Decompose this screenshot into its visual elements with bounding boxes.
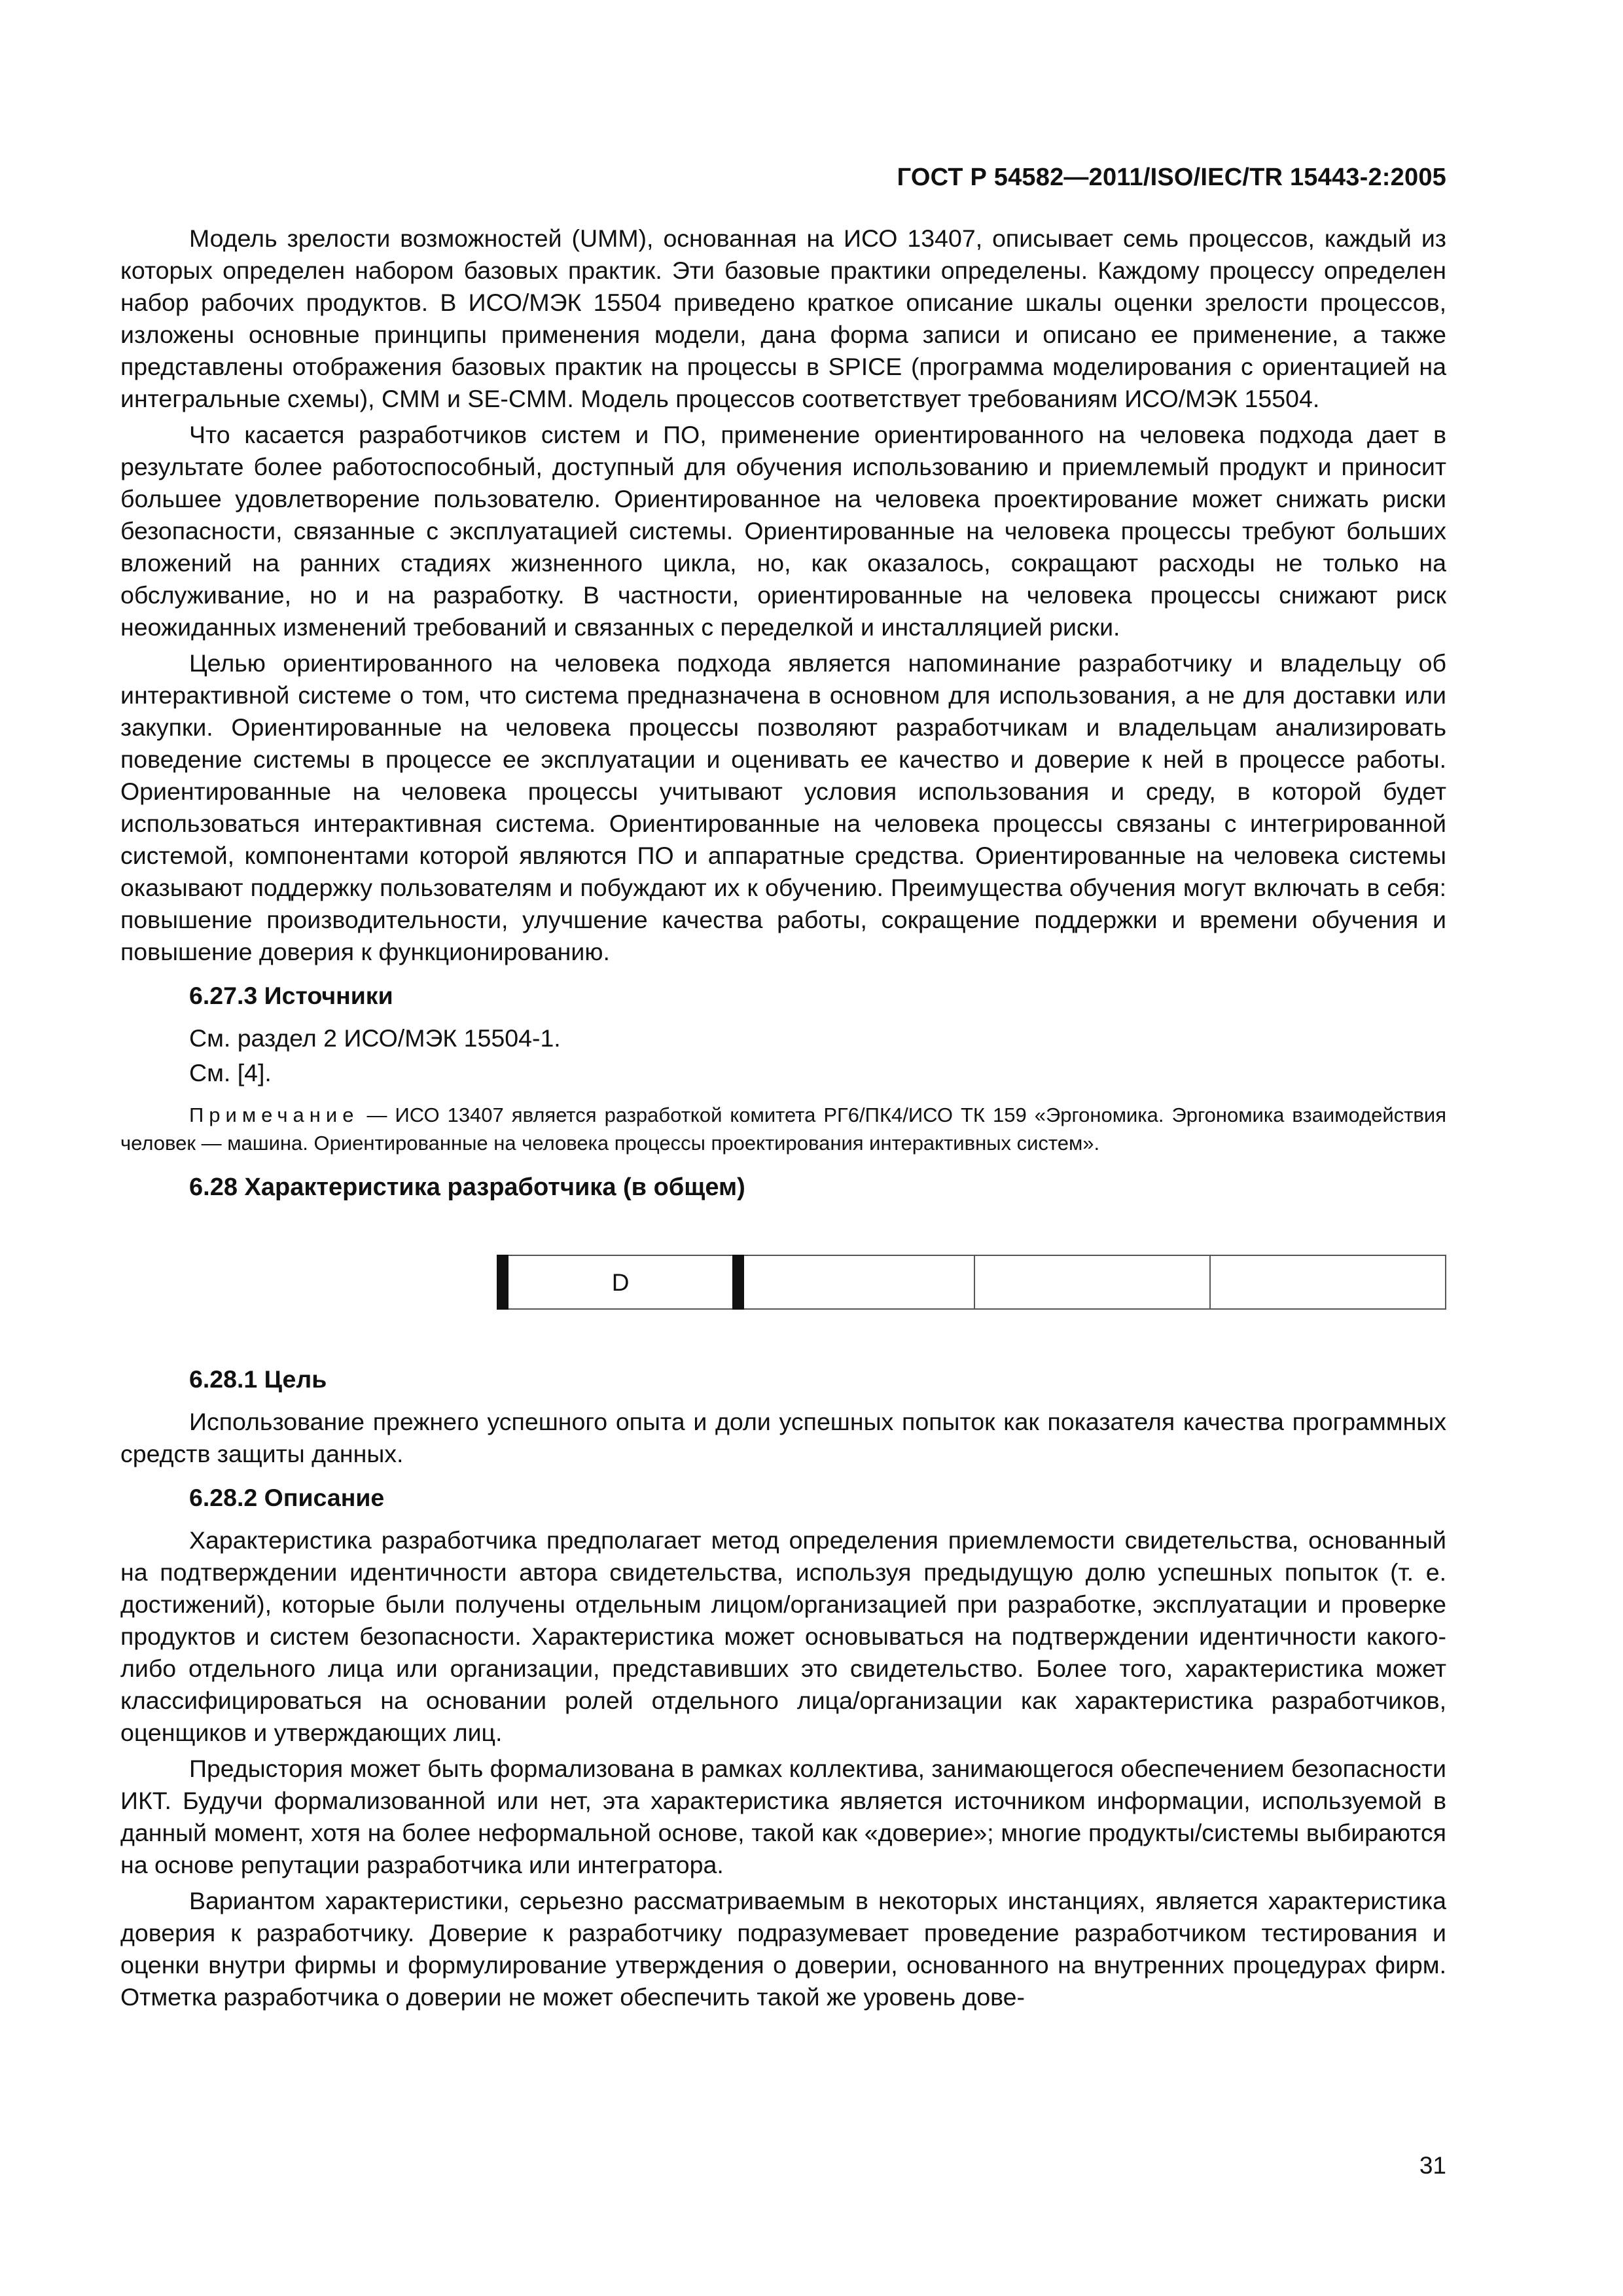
section-heading-6-28-2: 6.28.2 Описание xyxy=(189,1484,385,1511)
document-body xyxy=(120,223,1446,2017)
paragraph-purpose: Целью ориентированного на человека подхода является напоминание разработчику и владельцу об интерактивной системе о том, что система предназначена в основном для использования, а не для доставки или закупки. Ориентированные на человека процессы позволяют разработчикам и владельцам анализировать поведение системы в процессе ее эксплуатации и оценивать ее качество и доверие к ней в процессе работы. Ориентированные на человека процессы учитывают условия использования и среду, в которой будет использоваться интерактивная система. Ориентированные на человека процессы связаны с интегрированной системой, компонентами которой являются ПО и аппаратные средства. Ориентированные на человека системы оказывают поддержку пользователям и побуждают их к обучению. Преимущества обучения могут включать в себя: повышение производительности, улучшение качества работы, сокращение поддержки и времени обучения и повышение доверия к функционированию. xyxy=(120,649,1446,965)
paragraph-developers: Что касается разработчиков систем и ПО, применение ориентированного на человека подхода дает в результате более работоспособный, доступный для обучения использованию и приемлемый продукт и приносит большее удовлетворение пользователю. Ориентированное на человека проектирование может снижать риски безопасности, связанные с эксплуатацией системы. Ориентированные на человека процессы требуют больших вложений на ранних стадиях жизненного цикла, но, как оказалось, сокращают расходы не только на обслуживание, но и на разработку. В частности, ориентированные на человека процессы снижают риск неожиданных изменений требований и связанных с переделкой и инсталляцией риски. xyxy=(120,421,1446,641)
note-label: Примечание xyxy=(189,1103,359,1126)
paragraph-umm: Модель зрелости возможностей (UMM), основанная на ИСО 13407, описывает семь процессов, каждый из которых определен набором базовых практик. Эти базовые практики определены. Каждому процессу определен набор рабочих продуктов. В ИСО/МЭК 15504 приведено краткое описание шкалы оценки зрелости процессов, изложены основные принципы применения модели, дана форма записи и описано ее применение, а также представлены отображения базовых практик на процессы в SPICE (программа моделирования с ориентацией на интегральные схемы), CMM и SE-CMM. Модель процессов соответствует требованиям ИСО/МЭК 15504. xyxy=(120,224,1446,412)
table-row xyxy=(503,1255,1446,1309)
assurance-class-table xyxy=(497,1255,1446,1310)
section-heading-6-27-3: 6.27.3 Источники xyxy=(189,982,393,1009)
table-cell-3 xyxy=(974,1255,1210,1309)
note-paragraph xyxy=(120,1101,1446,1157)
section-heading-6-28: 6.28 Характеристика разработчика (в общем) xyxy=(189,1174,745,1201)
paragraph-description-1: Характеристика разработчика предполагает метод определения приемлемости свидетельства, основанный на подтверждении идентичности автора свидетельства, используя предыдущую долю успешных попыток (т. е. достижений), которые были получены отдельным лицом/организацией при разработке, эксплуатации и проверке продуктов и систем безопасности. Характеристика может основываться на подтверждении идентичности какого-либо отдельного лица или организации, представивших это свидетельство. Более того, характеристика может классифицироваться на основании ролей отдельного лица/организации как характеристика разработчиков, оценщиков и утверждающих лиц. xyxy=(120,1526,1446,1746)
document-header: ГОСТ Р 54582—2011/ISO/IEC/TR 15443-2:2005 xyxy=(897,164,1446,191)
table-cell-4 xyxy=(1210,1255,1446,1309)
page-number: 31 xyxy=(1419,2152,1446,2179)
reference-line-2: См. [4]. xyxy=(189,1059,272,1086)
paragraph-description-3: Вариантом характеристики, серьезно рассматриваемым в некоторых инстанциях, является характеристика доверия к разработчику. Доверие к разработчику подразумевает проведение разработчиком тестирования и оценки внутри фирмы и формулирование утверждения о доверии, основанного на внутренних процедурах фирм. Отметка разработчика о доверии не может обеспечить такой же уровень дове- xyxy=(120,1887,1446,2011)
section-heading-6-28-1: 6.28.1 Цель xyxy=(189,1365,327,1393)
table-cell-1: D xyxy=(503,1255,738,1309)
table-cell-2 xyxy=(738,1255,974,1309)
note-text: — ИСО 13407 является разработкой комитета РГ6/ПК4/ИСО ТК 159 «Эргономика. Эргономика взаимодействия человек — машина. Ориентированные на человека процессы проектирования интерактивных систем». xyxy=(120,1103,1446,1155)
paragraph-goal: Использование прежнего успешного опыта и доли успешных попыток как показателя качества программных средств защиты данных. xyxy=(120,1408,1446,1467)
paragraph-description-2: Предыстория может быть формализована в рамках коллектива, занимающегося обеспечением безопасности ИКТ. Будучи формализованной или нет, эта характеристика является источником информации, используемой в данный момент, хотя на более неформальной основе, такой как «доверие»; многие продукты/системы выбираются на основе репутации разработчика или интегратора. xyxy=(120,1755,1446,1878)
reference-line-1: См. раздел 2 ИСО/МЭК 15504-1. xyxy=(189,1024,561,1052)
